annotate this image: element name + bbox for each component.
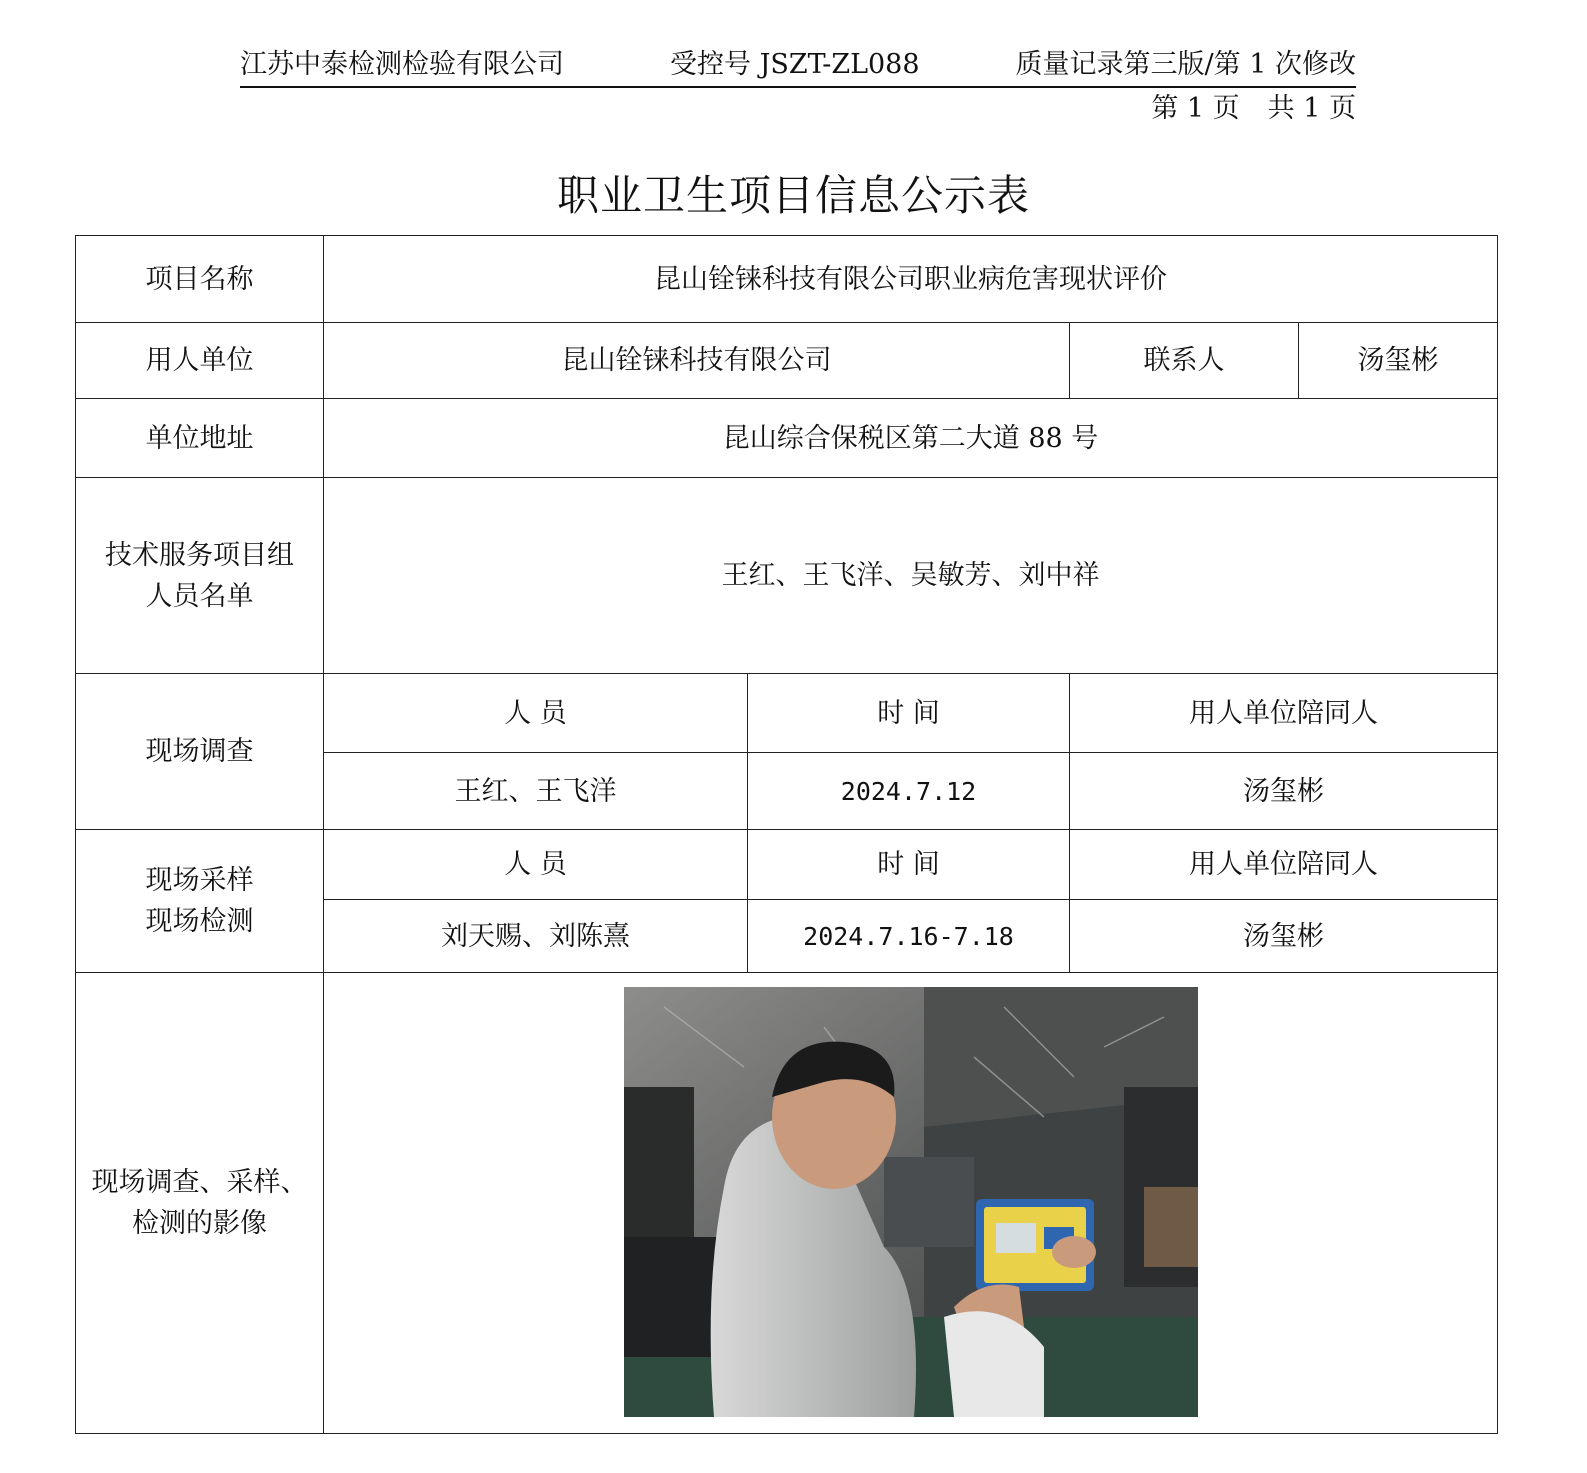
page-number	[1151, 86, 1356, 125]
contact-value: 汤玺彬	[1299, 323, 1498, 399]
sampling-col-staff: 人 员	[324, 830, 748, 900]
header-company: 江苏中泰检测检验有限公司	[240, 49, 564, 80]
header-control-number: 受控号 JSZT-ZL088	[670, 49, 920, 80]
sampling-label-line1: 现场采样	[145, 865, 254, 896]
survey-col-staff: 人 员	[324, 674, 748, 753]
survey-col-time: 时 间	[748, 674, 1070, 753]
images-label	[76, 973, 324, 1434]
team-value: 王红、王飞洋、吴敏芳、刘中祥	[324, 478, 1498, 674]
survey-time: 2024.7.12	[748, 753, 1070, 830]
images-label-line1: 现场调查、采样、	[91, 1167, 308, 1198]
sampling-staff: 刘天赐、刘陈熹	[324, 900, 748, 973]
team-label-line2: 人员名单	[145, 580, 254, 612]
survey-escort: 汤玺彬	[1070, 753, 1498, 830]
document-header	[240, 40, 1356, 88]
row-address	[76, 399, 1498, 478]
sampling-escort: 汤玺彬	[1070, 900, 1498, 973]
team-label	[76, 478, 324, 674]
sampling-label-line2: 现场检测	[145, 906, 254, 937]
sampling-time: 2024.7.16-7.18	[748, 900, 1070, 973]
project-value: 昆山铨铼科技有限公司职业病危害现状评价	[324, 236, 1498, 323]
page-total: 共 1 页	[1267, 93, 1356, 124]
row-team	[76, 478, 1498, 674]
page-current: 第 1 页	[1151, 93, 1240, 124]
header-version: 质量记录第三版/第 1 次修改	[1015, 49, 1356, 80]
survey-staff: 王红、王飞洋	[324, 753, 748, 830]
sampling-col-escort: 用人单位陪同人	[1070, 830, 1498, 900]
sampling-label	[76, 830, 324, 973]
row-employer	[76, 323, 1498, 399]
sampling-col-time: 时 间	[748, 830, 1070, 900]
row-sampling-header	[76, 830, 1498, 900]
info-table	[75, 235, 1498, 1434]
employer-label: 用人单位	[76, 323, 324, 399]
row-images	[76, 973, 1498, 1434]
contact-label: 联系人	[1070, 323, 1299, 399]
survey-col-escort: 用人单位陪同人	[1070, 674, 1498, 753]
team-label-line1: 技术服务项目组	[105, 539, 294, 571]
project-label: 项目名称	[76, 236, 324, 323]
images-cell	[324, 973, 1498, 1434]
document-title: 职业卫生项目信息公示表	[556, 171, 1030, 220]
address-value: 昆山综合保税区第二大道 88 号	[324, 399, 1498, 478]
employer-value: 昆山铨铼科技有限公司	[324, 323, 1070, 399]
site-photo	[624, 987, 1198, 1417]
images-label-line2: 检测的影像	[132, 1208, 267, 1239]
address-label: 单位地址	[76, 399, 324, 478]
row-project	[76, 236, 1498, 323]
survey-label: 现场调查	[76, 674, 324, 830]
row-survey-header	[76, 674, 1498, 753]
